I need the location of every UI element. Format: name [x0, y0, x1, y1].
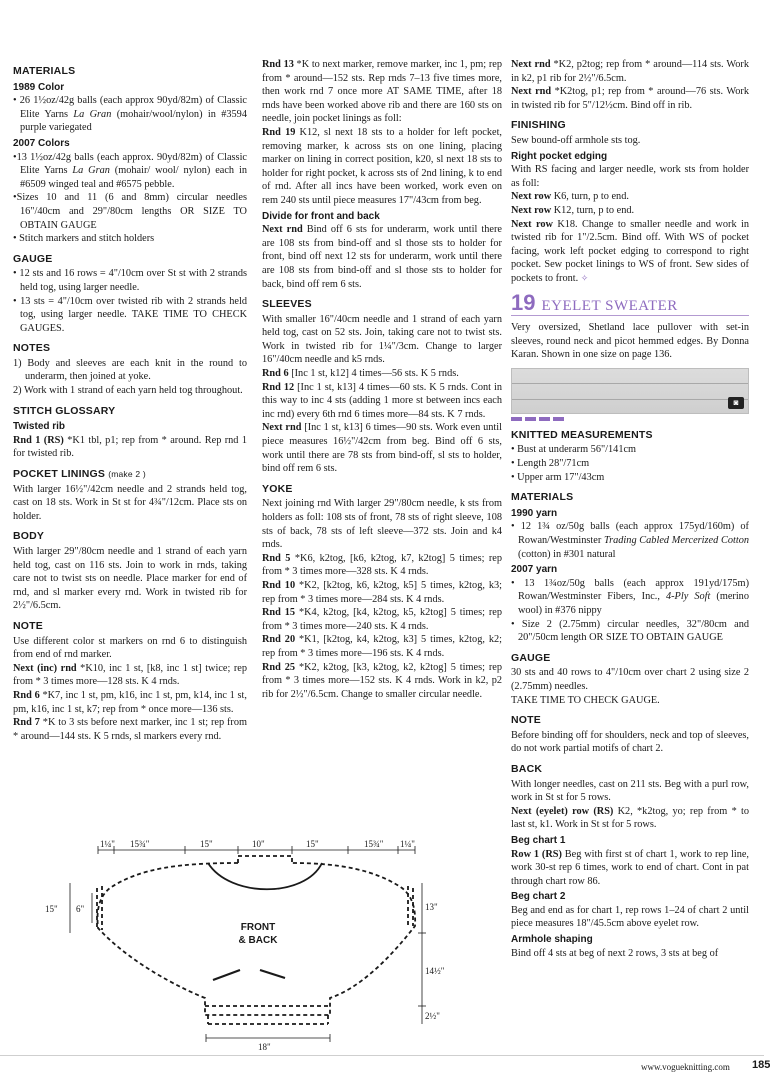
- schematic-label-front: FRONT: [240, 922, 276, 933]
- yoke-text: Next joining rnd With larger 29"/80cm needle, k sts from holders as foll: 108 sts of front, 78 sts of right sleeve, 108 sts of back, 78 sts of left sleeve—372 sts. Join and k4 rnds.: [262, 498, 502, 551]
- yoke-rnd10: Rnd 10 *K2, [k2tog, k6, k2tog, k5] 5 times, k2tog, k3; rep from * 3 times more—284 sts. K 4 rnds.: [262, 579, 502, 605]
- divide-heading: Divide for front and back: [262, 210, 380, 222]
- measurement-length: • Length 28"/71cm: [511, 458, 590, 470]
- yoke-rnd15: Rnd 15 *K4, k2tog, [k4, k2tog, k5, k2tog] 5 times; rep from * 3 times more—240 sts. K 4 rnds.: [262, 607, 502, 632]
- footer-rule: [0, 1055, 764, 1056]
- page-number: 185: [752, 1059, 770, 1071]
- yoke-heading: YOKE: [262, 482, 293, 495]
- materials-1989: • 26 1½oz/42g balls (each approx 90yd/82m) of Classic Elite Yarns La Gran (mohair/wool/nylon) in #3594 purple variegated: [13, 95, 247, 134]
- notes-heading: NOTES: [13, 342, 51, 355]
- note-heading-2: NOTE: [511, 714, 541, 727]
- camera-icon: ◙: [728, 397, 744, 409]
- gauge-check: TAKE TIME TO CHECK GAUGE.: [511, 694, 660, 706]
- twisted-rib-rnd1: Rnd 1 (RS) *K1 tbl, p1; rep from * around. Rep rnd 1 for twisted rib.: [13, 434, 247, 460]
- sleeves-rnd6: Rnd 6 [Inc 1 st, k12] 4 times—56 sts. K 5 rnds.: [262, 368, 459, 380]
- pocket-row-1: Next row K6, turn, p to end.: [511, 191, 629, 203]
- pocket-row-3: Next row K18. Change to smaller needle and work in twisted rib for 1"/2.5cm. Bind off. With WS of pocket facing, work left pocket edging to correspond to right pocket. Sew pocket linings to WS of front. Sew sides of pockets to front. ✧: [511, 218, 749, 284]
- measurement-bust: • Bust at underarm 56"/141cm: [511, 444, 637, 456]
- gauge-text: 30 sts and 40 rows to 4"/10cm over chart 2 using size 2 (2.75mm) needles.: [511, 667, 749, 692]
- measurement-upper-arm: • Upper arm 17"/43cm: [511, 471, 605, 483]
- divide-next-rnd: Next rnd Bind off 6 sts for underarm, work until there are 108 sts from bind-off and sl those sts to holder for front, bind off next 12 sts for underarm, work until there are 108 sts from bind-off and sl those sts to holder for back, bind off rem 6 sts.: [262, 224, 502, 290]
- finishing-text: Sew bound-off armhole sts tog.: [511, 134, 641, 146]
- dim-left-6: 6": [76, 904, 85, 914]
- sleeves-rnd12: Rnd 12 [Inc 1 st, k13] 4 times—60 sts. K 5 rnds. Cont in this way to inc 4 sts (adding 1 more st between incs each inc rnd) every 6th rnd 6 times more—84 sts. K 7 rnds.: [262, 381, 502, 420]
- needle-sizes: •Sizes 10 and 11 (6 and 8mm) circular needles 16"/40cm and 29"/80cm lengths OR SIZE TO OBTAIN GAUGE: [13, 192, 247, 231]
- schematic-label-back: & BACK: [238, 935, 278, 946]
- eyelet-row: Next (eyelet) row (RS) K2, *k2tog, yo; rep from * to last st, k1. Work in St st for 5 rows.: [511, 805, 749, 831]
- gauge-heading-2: GAUGE: [511, 651, 551, 664]
- dim-right-14: 14½": [425, 966, 445, 976]
- dim-top-3: 15": [200, 839, 213, 849]
- yarn-1990-heading: 1990 yarn: [511, 507, 558, 519]
- yarn-2007-heading: 2007 yarn: [511, 564, 558, 576]
- dim-top-2: 15¾": [130, 839, 150, 849]
- beg-chart-2-heading: Beg chart 2: [511, 891, 566, 903]
- body-rnd13: Rnd 13 *K to next marker, remove marker, inc 1, pm; rep from * around—152 sts. Rep rnds 7–13 five times more, then work rnd 7 once more AT SAME TIME, after 18 rnds have been worked above rib and there are 160 sts on needle, join pocket linings as foll:: [262, 59, 502, 125]
- dim-top-6: 15¾": [364, 839, 384, 849]
- project-title: [511, 289, 749, 317]
- yoke-next-rnd-2: Next rnd *K2tog, p1; rep from * around—76 sts. Work in twisted rib for 5"/12½cm. Bind off in rib.: [511, 86, 749, 111]
- right-pocket-edging-text: With RS facing and larger needle, work sts from holder as foll:: [511, 164, 749, 189]
- left-pocket-mark: [213, 970, 240, 980]
- twisted-rib-heading: Twisted rib: [13, 421, 66, 433]
- dim-right-2: 2½": [425, 1011, 440, 1021]
- gauge-heading: GAUGE: [13, 252, 53, 265]
- dim-top-5: 15": [306, 839, 319, 849]
- beg-chart-2-text: Beg and end as for chart 1, rep rows 1–24 of chart 2 until piece measures 18"/45.5cm above eyelet row.: [511, 904, 749, 930]
- body-rnd6: Rnd 6 *K7, inc 1 st, pm, k16, inc 1 st, pm, k14, inc 1 st, pm, k16, inc 1 st, k7; rep from * once more—136 sts.: [13, 689, 247, 715]
- pocket-linings-text: With larger 16½"/42cm needle and 2 strands held tog, cast on 18 sts. Work in St st for 4¾"/12cm. Place sts on holder.: [13, 483, 247, 522]
- dim-right-13: 13": [425, 902, 438, 912]
- beg-chart-1-heading: Beg chart 1: [511, 834, 566, 846]
- body-text: With larger 29"/80cm needle and 1 strand of each yarn held tog, cast on 116 sts. Join to work in rnds, taking care not to twist sts on needle. Place marker for end of rnd, and sl marker every rnd. Work in twisted rib for 2½"/6.5cm.: [13, 546, 247, 612]
- neck-band: [238, 856, 292, 863]
- stitch-glossary-heading: STITCH GLOSSARY: [13, 404, 116, 417]
- finishing-heading: FINISHING: [511, 119, 566, 132]
- project-name: EYELET SWEATER: [541, 297, 678, 314]
- body-rnd19: Rnd 19 K12, sl next 18 sts to a holder for left pocket, removing marker, k across sts on one lining, placing marker on lining in correct position, k20, sl next 18 sts to holder for right pocket, k across sts of 2nd lining, k to end of rnd. After all incs have been worked, work even on rem 240 sts until piece measures 17"/43cm from beg.: [262, 126, 503, 206]
- armhole-shaping-text: Bind off 4 sts at beg of next 2 rows, 3 sts at beg of: [511, 947, 719, 959]
- yoke-rnd5: Rnd 5 *K6, k2tog, [k6, k2tog, k7, k2tog] 5 times; rep from * 3 times more—328 sts. K 4 rnds.: [262, 552, 502, 578]
- beg-chart-1-text: Row 1 (RS) Beg with first st of chart 1, work to rep line, work 30-st rep 6 times, work to end of chart. Cont in pat through chart row 86.: [511, 848, 749, 887]
- needle-size-2: • Size 2 (2.75mm) circular needles, 32"/80cm and 20"/50cm length OR SIZE TO OBTAIN GAUGE: [511, 618, 749, 644]
- end-mark-icon: ✧: [580, 272, 589, 283]
- back-text: With longer needles, cast on 211 sts. Beg with a purl row, work in St st for 5 rows.: [511, 778, 749, 804]
- materials-2007: •13 1½oz/42g balls (each approx. 90yd/82m) of Classic Elite Yarns La Gran (mohair/ wool/ nylon) each in #6509 winged teal and #6575 pebble.: [13, 151, 247, 190]
- note-2: 2) Work with 1 strand of each yarn held tog throughout.: [13, 385, 243, 397]
- dim-top-1: 1¼": [100, 839, 115, 849]
- gauge-2: • 13 sts = 4"/10cm over twisted rib with 2 strands held tog, using larger needle. TAKE TIME TO CHECK GAUGES.: [13, 295, 247, 334]
- swatch-image: [511, 368, 749, 414]
- project-intro: Very oversized, Shetland lace pullover with set-in sleeves, round neck and picot hemmed edges. By Donna Karan. Shown in one size on page 136.: [511, 322, 749, 361]
- yarn-1990: • 12 1¾ oz/50g balls (each approx 175yd/160m) of Rowan/Westminster Trading Cabled Mercerized Cotton (cotton) in #301 natural: [511, 521, 749, 560]
- note-1: 1) Body and sleeves are each knit in the round to underarm, then joined at yoke.: [13, 357, 247, 383]
- footer-url: www.vogueknitting.com: [641, 1062, 730, 1072]
- next-inc-rnd: Next (inc) rnd *K10, inc 1 st, [k8, inc 1 st] twice; rep from * 3 times more—128 sts. K 4 rnds.: [13, 662, 248, 688]
- color-1989-heading: 1989 Color: [13, 81, 65, 93]
- pocket-row-2: Next row K12, turn, p to end.: [511, 204, 635, 216]
- right-pocket-edging-heading: Right pocket edging: [511, 150, 608, 162]
- note-heading: NOTE: [13, 619, 43, 632]
- dim-bottom-18: 18": [258, 1042, 271, 1052]
- sleeves-text: With smaller 16"/40cm needle and 1 strand of each yarn held tog, cast on 52 sts. Join, taking care not to twist sts. Work in twisted rib for 1¼"/3cm. Change to larger 16"/40cm needle and k5 rnds.: [262, 313, 502, 366]
- project-number: 19: [511, 289, 536, 315]
- dim-top-4: 10": [252, 839, 265, 849]
- armhole-shaping-heading: Armhole shaping: [511, 934, 593, 946]
- sleeves-heading: SLEEVES: [262, 298, 312, 311]
- sleeves-next-rnd: Next rnd [Inc 1 st, k13] 6 times—90 sts. Work even until piece measures 16½"/42cm from beg. Bind off 6 sts, work until there are 78 sts from bind-off, sl sts to holder, bind off rem 6 sts.: [262, 422, 502, 475]
- yarn-2007: • 13 1¾oz/50g balls (each approx 191yd/175m) Rowan/Westminster Fibers, Inc., 4-Ply Soft (merino wool) in #376 nippy: [511, 577, 749, 616]
- yoke-rnd20: Rnd 20 *K1, [k2tog, k4, k2tog, k3] 5 times, k2tog, k2; rep from * 3 times more—196 sts. K 4 rnds.: [262, 634, 502, 659]
- dim-top-7: 1¼": [400, 839, 415, 849]
- decorative-bars: [511, 417, 749, 421]
- note-text-2: Before binding off for shoulders, neck and top of sleeves, do not work partial motifs of chart 2.: [511, 729, 749, 755]
- column-right: [511, 58, 749, 960]
- neckline-curve: [208, 863, 322, 889]
- materials-heading-2: MATERIALS: [511, 491, 574, 504]
- body-heading: BODY: [13, 530, 45, 543]
- yoke-rnd25: Rnd 25 *K2, k2tog, [k3, k2tog, k2, k2tog] 5 times; rep from * 3 times more—152 sts. K 4 rnds. Work in k2, p2 rib for 2½"/6.5cm. Change to smaller circular needle.: [262, 661, 502, 700]
- materials-heading: MATERIALS: [13, 65, 76, 77]
- stitch-markers: • Stitch markers and stitch holders: [13, 233, 155, 245]
- knitted-measurements-heading: KNITTED MEASUREMENTS: [511, 428, 653, 441]
- back-heading: BACK: [511, 762, 543, 775]
- sweater-schematic: [30, 838, 450, 1053]
- gauge-1: • 12 sts and 16 rows = 4"/10cm over St st with 2 strands held tog, using larger needle.: [13, 268, 247, 293]
- pocket-linings-heading: POCKET LININGS (make 2 ): [13, 468, 146, 481]
- note-text: Use different color st markers on rnd 6 to distinguish from end of rnd marker.: [13, 635, 247, 661]
- body-rnd7: Rnd 7 *K to 3 sts before next marker, inc 1 st; rep from * around—144 sts. K 5 rnds, sl markers every rnd.: [13, 717, 247, 742]
- column-middle: [262, 58, 502, 701]
- yoke-next-rnd-1: Next rnd *K2, p2tog; rep from * around—114 sts. Work in k2, p1 rib for 2½"/6.5cm.: [511, 59, 749, 84]
- colors-2007-heading: 2007 Colors: [13, 137, 70, 149]
- right-pocket-mark: [260, 970, 285, 978]
- dim-left-15: 15": [45, 904, 58, 914]
- column-left: [13, 58, 247, 743]
